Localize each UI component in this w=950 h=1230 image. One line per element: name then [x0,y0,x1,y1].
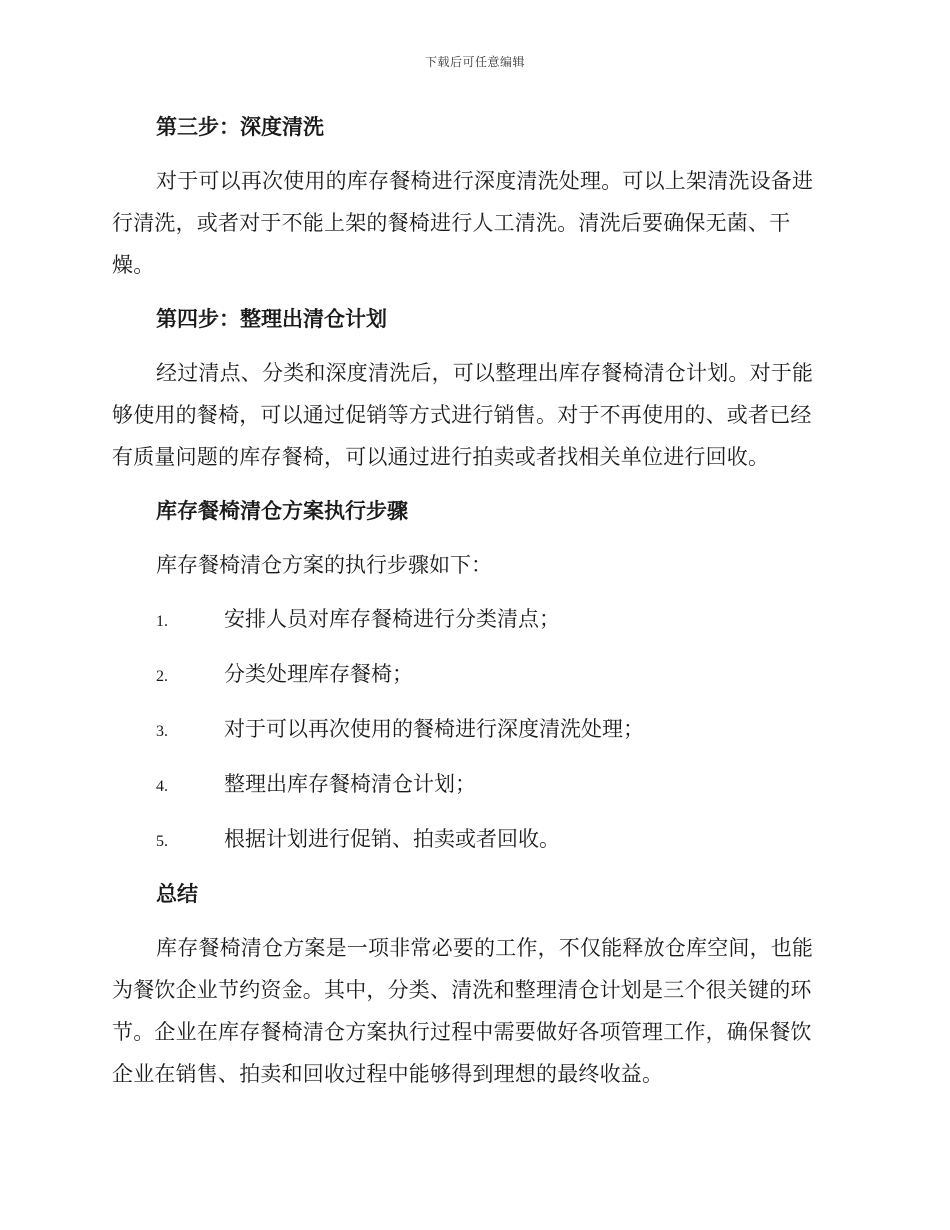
section-heading-step3: 第三步：深度清洗 [156,115,324,139]
document-body [112,106,832,1107]
list-item-text: 对于可以再次使用的餐椅进行深度清洗处理； [224,717,644,741]
list-item [112,763,832,805]
section-heading-execution: 库存餐椅清仓方案执行步骤 [156,499,408,523]
list-item [112,708,832,750]
list-item-text: 整理出库存餐椅清仓计划； [224,772,476,796]
list-item-number: 1. [156,613,168,630]
section-heading-step4: 第四步：整理出清仓计划 [156,307,387,331]
list-item [112,818,832,860]
list-item [112,598,832,640]
execution-steps-list [112,598,832,860]
list-item-number: 4. [156,778,168,795]
list-item [112,653,832,695]
section-heading-summary: 总结 [156,882,198,906]
execution-intro: 库存餐椅清仓方案的执行步骤如下： [156,553,492,577]
list-item-text: 安排人员对库存餐椅进行分类清点； [224,607,560,631]
list-item-text: 根据计划进行促销、拍卖或者回收。 [224,827,560,851]
page-header: 下载后可任意编辑 [424,55,525,69]
list-item-number: 2. [156,668,168,685]
list-item-text: 分类处理库存餐椅； [224,662,413,686]
paragraph-step3: 对于可以再次使用的库存餐椅进行深度清洗处理。可以上架清洗设备进行清洗，或者对于不能上架的餐椅进行人工清洗。清洗后要确保无菌、干燥。 [112,169,814,277]
list-item-number: 5. [156,833,168,850]
list-item-number: 3. [156,723,168,740]
paragraph-step4: 经过清点、分类和深度清洗后，可以整理出库存餐椅清仓计划。对于能够使用的餐椅，可以通过促销等方式进行销售。对于不再使用的、或者已经有质量问题的库存餐椅，可以通过进行拍卖或者找相关单位进行回收。 [112,361,814,469]
paragraph-summary: 库存餐椅清仓方案是一项非常必要的工作，不仅能释放仓库空间，也能为餐饮企业节约资金。其中，分类、清洗和整理清仓计划是三个很关键的环节。企业在库存餐椅清仓方案执行过程中需要做好各项管理工作，确保餐饮企业在销售、拍卖和回收过程中能够得到理想的最终收益。 [112,936,814,1086]
